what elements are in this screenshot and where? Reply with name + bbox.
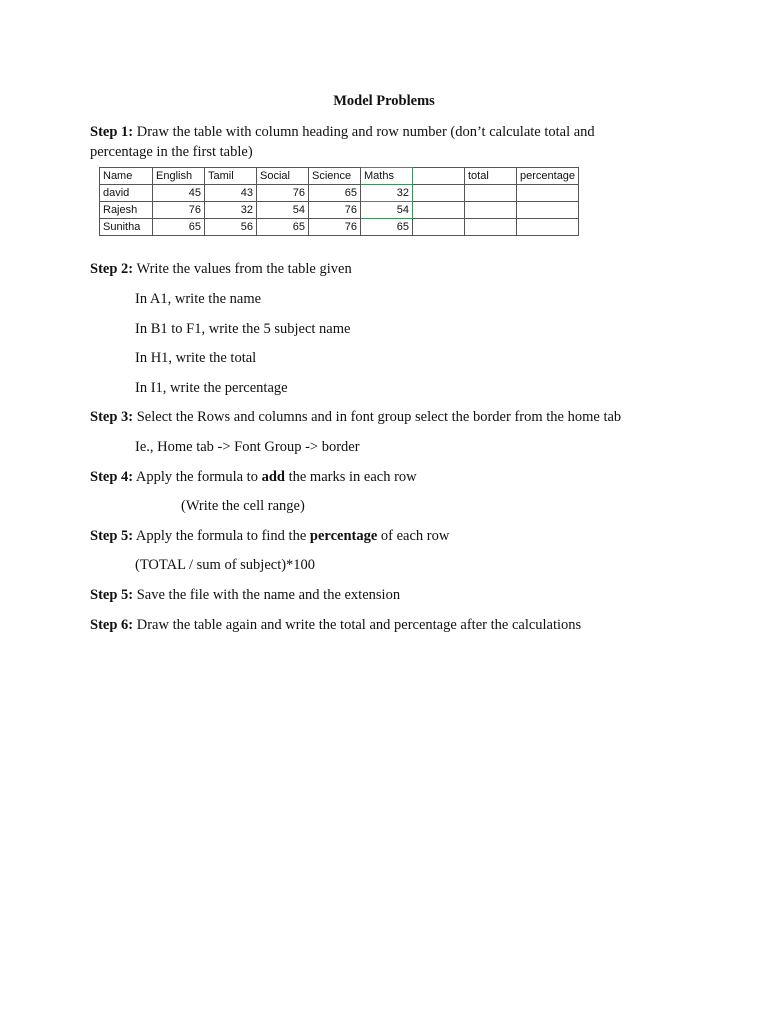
step-2-item: In A1, write the name xyxy=(135,291,262,307)
step-3 xyxy=(90,408,621,426)
table-cell: 76 xyxy=(257,185,309,202)
table-cell xyxy=(517,219,579,236)
table-cell: 65 xyxy=(309,185,361,202)
table-header-cell: Social xyxy=(257,168,309,185)
table-cell: 32 xyxy=(361,185,413,202)
table-header-row xyxy=(100,168,579,185)
table-header-cell: Maths xyxy=(361,168,413,185)
step-2-item: In I1, write the percentage xyxy=(135,380,288,396)
step-5a-post: of each row xyxy=(377,528,450,544)
table-cell xyxy=(413,185,465,202)
table-cell xyxy=(465,202,517,219)
step-1-label: Step 1: xyxy=(90,124,134,140)
table-cell: david xyxy=(100,185,153,202)
table-cell: Sunitha xyxy=(100,219,153,236)
table-row xyxy=(100,185,579,202)
step-6-text: Draw the table again and write the total and percentage after the calculations xyxy=(133,617,582,633)
table-header-cell: total xyxy=(465,168,517,185)
table-cell xyxy=(517,185,579,202)
step-5b xyxy=(90,586,400,604)
table-cell: 76 xyxy=(153,202,205,219)
table-cell: 76 xyxy=(309,219,361,236)
table-cell: 43 xyxy=(205,185,257,202)
table-row xyxy=(100,202,579,219)
table-cell xyxy=(413,219,465,236)
step-4-bold: add xyxy=(261,469,285,485)
table-cell: 32 xyxy=(205,202,257,219)
table-cell: Rajesh xyxy=(100,202,153,219)
table-header-cell: percentage xyxy=(517,168,579,185)
page-title: Model Problems xyxy=(333,93,435,109)
table-cell: 54 xyxy=(257,202,309,219)
table-cell xyxy=(413,202,465,219)
step-2-text: Write the values from the table given xyxy=(133,261,352,277)
table-header-cell: Tamil xyxy=(205,168,257,185)
step-5b-label: Step 5: xyxy=(90,587,134,603)
step-2-label: Step 2: xyxy=(90,261,134,277)
step-5a-bold: percentage xyxy=(309,528,378,544)
marks-table xyxy=(99,167,579,236)
step-5a-sub: (TOTAL / sum of subject)*100 xyxy=(135,557,316,573)
table-cell: 56 xyxy=(205,219,257,236)
table-cell: 65 xyxy=(153,219,205,236)
step-5a xyxy=(90,527,449,545)
table-cell: 45 xyxy=(153,185,205,202)
step-5a-pre: Apply the formula to find the xyxy=(133,528,310,544)
table-row xyxy=(100,219,579,236)
table-cell: 76 xyxy=(309,202,361,219)
table-header-cell: English xyxy=(153,168,205,185)
table-cell: 54 xyxy=(361,202,413,219)
table-header-cell: Science xyxy=(309,168,361,185)
step-3-sub: Ie., Home tab -> Font Group -> border xyxy=(135,439,360,455)
step-4-sub: (Write the cell range) xyxy=(181,498,305,514)
step-4-post: the marks in each row xyxy=(284,469,417,485)
step-5b-text: Save the file with the name and the extension xyxy=(133,587,401,603)
table-cell xyxy=(465,219,517,236)
step-6-label: Step 6: xyxy=(90,617,134,633)
step-5a-label: Step 5: xyxy=(90,528,134,544)
table-cell xyxy=(517,202,579,219)
step-1 xyxy=(90,122,650,162)
step-3-text: Select the Rows and columns and in font group select the border from the home tab xyxy=(133,409,622,425)
step-4-pre: Apply the formula to xyxy=(133,469,262,485)
step-2-item: In H1, write the total xyxy=(135,350,257,366)
table-header-cell: Name xyxy=(100,168,153,185)
table-cell xyxy=(465,185,517,202)
table-cell: 65 xyxy=(257,219,309,236)
table-header-cell xyxy=(413,168,465,185)
table-cell: 65 xyxy=(361,219,413,236)
step-1-text: Draw the table with column heading and row number (don’t calculate total and percentage in the first table) xyxy=(90,124,595,160)
step-2 xyxy=(90,260,352,278)
step-3-label: Step 3: xyxy=(90,409,134,425)
step-4 xyxy=(90,468,417,486)
step-2-item: In B1 to F1, write the 5 subject name xyxy=(135,321,351,337)
step-4-label: Step 4: xyxy=(90,469,134,485)
step-6 xyxy=(90,616,581,634)
